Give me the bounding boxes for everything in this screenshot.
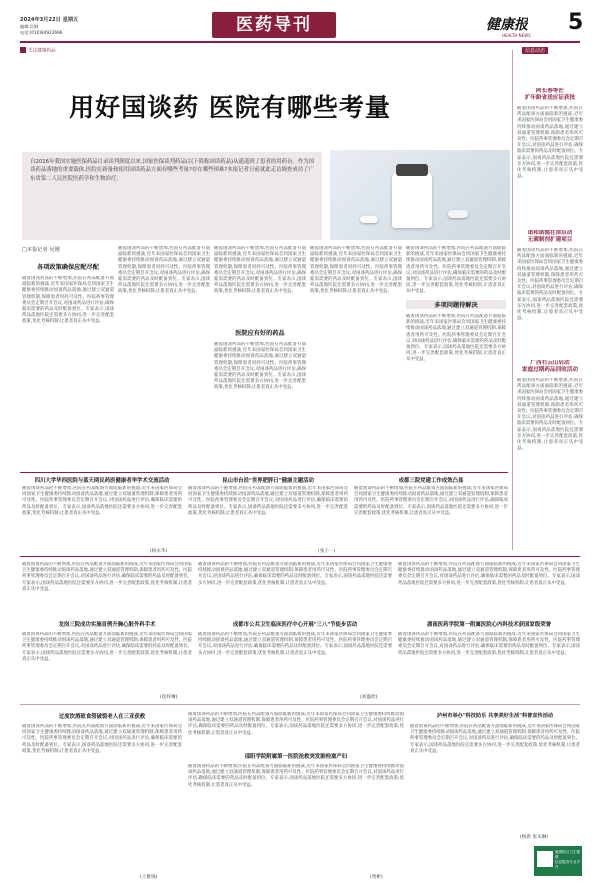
intro-box	[22, 152, 322, 240]
pill-cap	[396, 164, 428, 176]
news-author-3: (崔梓琳)	[160, 695, 178, 700]
article-col-5a: 随着国谈药品的不断增加,医院在药品配备方面面临新的挑战,近年来国家医保局会同国家卫生健康委持续推动国谈药品落地,通过建立双通道管理机制,保障患者用药可及性。医院药事管理委员会定期召开会议,对国谈药品进行评估,确保临床需要的药品及时配备到位。专家表示,国谈药品落地医院还需要多方协同,进一步完善配套政策,优化考核机制,让患者真正从中受益。	[406, 246, 506, 294]
lead-intro: 自2016年我国实施医保药品目录谈判制度以来,国家医保谈判药品(以下简称国谈药品)从遥遥到了患者的用药台。作为国谈药品落地的重要载体,医院在新备和使用国谈药品方面有哪些考量?存在哪些困难?本报记者日前就此走访调查成功了广东省第二人民医院医药学和生物治疗。	[30, 159, 314, 182]
news-body-extra-3: 随着国谈药品的不断增加,医院在药品配备方面面临新的挑战,近年来国家医保局会同国家卫生健康委持续推动国谈药品落地,通过建立双通道管理机制,保障患者用药可及性。医院药事管理委员会定期召开会议,对国谈药品进行评估,确保临床需要的药品及时配备到位。专家表示,国谈药品落地医院还需要多方协同,进一步完善配套政策,优化考核机制,让患者真正从中受益。	[398, 562, 580, 586]
bottom-top-rule	[20, 556, 580, 557]
news-head-3: 成都三院党建工作成效凸显	[398, 478, 464, 484]
article-col-5b: 随着国谈药品的不断增加,医院在药品配备方面面临新的挑战,近年来国家医保局会同国家卫生健康委持续推动国谈药品落地,通过建立双通道管理机制,保障患者用药可及性。医院药事管理委员会定期召开会议,对国谈药品进行评估,确保临床需要的药品及时配备到位。专家表示,国谈药品落地医院还需要多方协同,进一步完善配套政策,优化考核机制,让患者真正从中受益。	[406, 314, 506, 363]
news-body-6: 随着国谈药品的不断增加,医院在药品配备方面面临新的挑战,近年来国家医保局会同国家卫生健康委持续推动国谈药品落地,通过建立双通道管理机制,保障患者用药可及性。医院药事管理委员会定期召开会议,对国谈药品进行评估,确保临床需要的药品及时配备到位。专家表示,国谈药品落地医院还需要多方协同,进一步完善配套政策,优化考核机制,让患者真正从中受益。	[398, 632, 580, 656]
news-body-8-top: 随着国谈药品的不断增加,医院在药品配备方面面临新的挑战,近年来国家医保局会同国家卫生健康委持续推动国谈药品落地,通过建立双通道管理机制,保障患者用药可及性。医院药事管理委员会定期召开会议,对国谈药品进行评估,确保临床需要的药品及时配备到位。专家表示,国谈药品落地医院还需要多方协同,进一步完善配套政策,优化考核机制,让患者真正从中受益。	[188, 712, 404, 736]
news-head-8: 邵阳学院附属第一医院抢救突发肺栓塞产妇	[244, 754, 348, 760]
news-body-extra-2: 随着国谈药品的不断增加,医院在药品配备方面面临新的挑战,近年来国家医保局会同国家卫生健康委持续推动国谈药品落地,通过建立双通道管理机制,保障患者用药可及性。医院药事管理委员会定期召开会议,对国谈药品进行评估,确保临床需要的药品及时配备到位。专家表示,国谈药品落地医院还需要多方协同,进一步完善配套政策,优化考核机制,让患者真正从中受益。	[198, 562, 392, 586]
news-head-1: 四川大学华西医院与蓝天网民药医健康者华学术交流活动	[34, 478, 170, 484]
news-body-9: 随着国谈药品的不断增加,医院在药品配备方面面临新的挑战,近年来国家医保局会同国家卫生健康委持续推动国谈药品落地,通过建立双通道管理机制,保障患者用药可及性。医院药事管理委员会定期召开会议,对国谈药品进行评估,确保临床需要的药品及时配备到位。专家表示,国谈药品落地医院还需要多方协同,进一步完善配套政策,优化考核机制,让患者真正从中受益。	[410, 724, 580, 754]
right-col-divider	[512, 50, 513, 550]
row-c-rule	[20, 704, 580, 705]
news-author-2: (张子一)	[318, 549, 336, 554]
news-body-8: 随着国谈药品的不断增加,医院在药品配备方面面临新的挑战,近年来国家医保局会同国家卫生健康委持续推动国谈药品落地,通过建立双通道管理机制,保障患者用药可及性。医院药事管理委员会定期召开会议,对国谈药品进行评估,确保临床需要的药品及时配备到位。专家表示,国谈药品落地医院还需要多方协同,进一步完善配套政策,优化考核机制,让患者真正从中受益。	[188, 764, 404, 788]
brand-logo: 健康报	[486, 17, 528, 33]
article-col-3b: 随着国谈药品的不断增加,医院在药品配备方面面临新的挑战,近年来国家医保局会同国家卫生健康委持续推动国谈药品落地,通过建立双通道管理机制,保障患者用药可及性。医院药事管理委员会定期召开会议,对国谈药品进行评估,确保临床需要的药品及时配备到位。专家表示,国谈药品落地医院还需要多方协同,进一步完善配套政策,优化考核机制,让患者真正从中受益。	[214, 342, 306, 391]
news-head-9: 泸州市举办"科技助乐 共享美好生活"科普宣传活动	[436, 713, 554, 719]
news-head-2: 昆山市台沿"世界肥胖日"健康主题活动	[222, 478, 314, 484]
sub-heading-2: 医院应有好的药品	[235, 330, 285, 337]
right-col-title-3: 广西右云山启动 家庭过期药品回收活动	[522, 360, 578, 373]
lower-rule	[20, 472, 508, 473]
article-col-3a: 随着国谈药品的不断增加,医院在药品配备方面面临新的挑战,近年来国家医保局会同国家卫生健康委持续推动国谈药品落地,通过建立双通道管理机制,保障患者用药可及性。医院药事管理委员会定期召开会议,对国谈药品进行评估,确保临床需要的药品及时配备到位。专家表示,国谈药品落地医院还需要多方协同,进一步完善配套政策,优化考核机制,让患者真正从中受益。	[214, 246, 306, 295]
article-col-2: 随着国谈药品的不断增加,医院在药品配备方面面临新的挑战,近年来国家医保局会同国家卫生健康委持续推动国谈药品落地,通过建立双通道管理机制,保障患者用药可及性。医院药事管理委员会定期召开会议,对国谈药品进行评估,确保临床需要的药品及时配备到位。专家表示,国谈药品落地医院还需要多方协同,进一步完善配套政策,优化考核机制,让患者真正从中受益。	[118, 246, 210, 295]
news-author-4: (刘盛欣)	[360, 695, 378, 700]
qr-icon	[20, 47, 26, 53]
masthead-rule	[20, 41, 580, 43]
pill-tablet	[448, 210, 468, 218]
pill-photo	[330, 150, 510, 240]
news-head-4: 龙岗三院成功实施首例升胸心脏外科手术	[58, 622, 156, 628]
section-title-box	[212, 12, 336, 38]
issue-date: 2024年3月22日 星期五	[20, 17, 79, 23]
right-col-body-3: 随着国谈药品的不断增加,医院在药品配备方面面临新的挑战,近年来国家医保局会同国家卫生健康委持续推动国谈药品落地,通过建立双通道管理机制,保障患者用药可及性。医院药事管理委员会定期召开会议,对国谈药品进行评估,确保临床需要的药品及时配备到位。专家表示,国谈药品落地医院还需要多方协同,进一步完善配套政策,优化考核机制,让患者真正从中受益。	[517, 378, 583, 452]
right-col	[517, 54, 583, 490]
editor-line: 编辑:吴炯	[20, 24, 39, 29]
article-col-4: 随着国谈药品的不断增加,医院在药品配备方面面临新的挑战,近年来国家医保局会同国家卫生健康委持续推动国谈药品落地,通过建立双通道管理机制,保障患者用药可及性。医院药事管理委员会定期召开会议,对国谈药品进行评估,确保临床需要的药品及时配备到位。专家表示,国谈药品落地医院还需要多方协同,进一步完善配套政策,优化考核机制,让患者真正从中受益。	[310, 246, 402, 295]
phone-line: 电话:(010)84922696	[20, 30, 63, 35]
news-body-3: 随着国谈药品的不断增加,医院在药品配备方面面临新的挑战,近年来国家医保局会同国家卫生健康委持续推动国谈药品落地,通过建立双通道管理机制,保障患者用药可及性。医院药事管理委员会定期召开会议,对国谈药品进行评估,确保临床需要的药品及时配备到位。专家表示,国谈药品落地医院还需要多方协同,进一步完善配套政策,优化考核机制,让患者真正从中受益。	[354, 486, 508, 516]
ad-qr-icon	[537, 851, 553, 867]
news-head-6: 湖南医药学院第一附属医院心内科技术获国家级荣誉	[427, 622, 551, 628]
news-author-1: (杨永华)	[150, 549, 168, 554]
sub-heading-1: 各项政策确保应配尽配	[37, 264, 99, 271]
brand-sub: HEALTH NEWS	[502, 33, 531, 38]
news-author-5: (王雅锦)	[140, 875, 158, 880]
qr-label	[20, 47, 56, 54]
news-body-extra-1: 随着国谈药品的不断增加,医院在药品配备方面面临新的挑战,近年来国家医保局会同国家卫生健康委持续推动国谈药品落地,通过建立双通道管理机制,保障患者用药可及性。医院药事管理委员会定期召开会议,对国谈药品进行评估,确保临床需要的药品及时配备到位。专家表示,国谈药品落地医院还需要多方协同,进一步完善配套政策,优化考核机制,让患者真正从中受益。	[22, 562, 192, 592]
right-col-body-2: 随着国谈药品的不断增加,医院在药品配备方面面临新的挑战,近年来国家医保局会同国家卫生健康委持续推动国谈药品落地,通过建立双通道管理机制,保障患者用药可及性。医院药事管理委员会定期召开会议,对国谈药品进行评估,确保临床需要的药品及时配备到位。专家表示,国谈药品落地医院还需要多方协同,进一步完善配套政策,优化考核机制,让患者真正从中受益。	[517, 248, 583, 322]
section-title: 医药导刊	[236, 15, 312, 35]
news-body-2: 随着国谈药品的不断增加,医院在药品配备方面面临新的挑战,近年来国家医保局会同国家卫生健康委持续推动国谈药品落地,通过建立双通道管理机制,保障患者用药可及性。医院药事管理委员会定期召开会议,对国谈药品进行评估,确保临床需要的药品及时配备到位。专家表示,国谈药品落地医院还需要多方协同,进一步完善配套政策,优化考核机制,让患者真正从中受益。	[188, 486, 348, 516]
right-col-body-1: 随着国谈药品的不断增加,医院在药品配备方面面临新的挑战,近年来国家医保局会同国家卫生健康委持续推动国谈药品落地,通过建立双通道管理机制,保障患者用药可及性。医院药事管理委员会定期召开会议,对国谈药品进行评估,确保临床需要的药品及时配备到位。专家表示,国谈药品落地医院还需要多方协同,进一步完善配套政策,优化考核机制,让患者真正从中受益。	[517, 106, 583, 180]
qr-label-text: 关注健康药品	[28, 48, 56, 54]
news-body-5: 随着国谈药品的不断增加,医院在药品配备方面面临新的挑战,近年来国家医保局会同国家卫生健康委持续推动国谈药品落地,通过建立双通道管理机制,保障患者用药可及性。医院药事管理委员会定期召开会议,对国谈药品进行评估,确保临床需要的药品及时配备到位。专家表示,国谈药品落地医院还需要多方协同,进一步完善配套政策,优化考核机制,让患者真正从中受益。	[198, 632, 392, 656]
ad-box	[534, 846, 582, 876]
article-col-1: 随着国谈药品的不断增加,医院在药品配备方面面临新的挑战,近年来国家医保局会同国家卫生健康委持续推动国谈药品落地,通过建立双通道管理机制,保障患者用药可及性。医院药事管理委员会定期召开会议,对国谈药品进行评估,确保临床需要的药品及时配备到位。专家表示,国谈药品落地医院还需要多方协同,进一步完善配套政策,优化考核机制,让患者真正从中受益。	[22, 276, 114, 325]
news-author-6: (黄彬)	[370, 875, 383, 880]
sub-heading-3: 多项问题待解决	[406, 300, 506, 309]
news-author-7: (杨新 张永琳)	[520, 835, 549, 840]
right-section-label: 信息动态	[522, 47, 548, 54]
news-body-4: 随着国谈药品的不断增加,医院在药品配备方面面临新的挑战,近年来国家医保局会同国家卫生健康委持续推动国谈药品落地,通过建立双通道管理机制,保障患者用药可及性。医院药事管理委员会定期召开会议,对国谈药品进行评估,确保临床需要的药品及时配备到位。专家表示,国谈药品落地医院还需要多方协同,进一步完善配套政策,优化考核机制,让患者真正从中受益。	[22, 632, 192, 662]
right-col-title-1: 阿长春等茫 扩年龄省送应证获批	[524, 88, 576, 101]
page-number: 5	[568, 10, 584, 35]
pill-bottle	[392, 172, 432, 228]
news-head-7: 过度饮酒致食管破裂老人在三亚获救	[58, 714, 146, 720]
news-head-5: 成都市公共卫生临床医疗中心开展"三八"节徒步活动	[232, 622, 358, 628]
news-body-1: 随着国谈药品的不断增加,医院在药品配备方面面临新的挑战,近年来国家医保局会同国家卫生健康委持续推动国谈药品落地,通过建立双通道管理机制,保障患者用药可及性。医院药事管理委员会定期召开会议,对国谈药品进行评估,确保临床需要的药品及时配备到位。专家表示,国谈药品落地医院还需要多方协同,进一步完善配套政策,优化考核机制,让患者真正从中受益。	[22, 486, 182, 516]
lead-headline: 用好国谈药 医院有哪些考量	[69, 93, 391, 122]
pill-tablet	[360, 216, 378, 223]
right-col-title-2: 诺和诺德在津启动 无菌制剂扩建项目	[527, 230, 573, 243]
news-body-7: 随着国谈药品的不断增加,医院在药品配备方面面临新的挑战,近年来国家医保局会同国家卫生健康委持续推动国谈药品落地,通过建立双通道管理机制,保障患者用药可及性。医院药事管理委员会定期召开会议,对国谈药品进行评估,确保临床需要的药品及时配备到位。专家表示,国谈药品落地医院还需要多方协同,进一步完善配套政策,优化考核机制,让患者真正从中受益。	[22, 724, 182, 754]
ad-text: 健康报社卫生健康 信息服务专业平台	[555, 850, 581, 869]
byline: □本报记者 吴刚	[22, 247, 60, 253]
